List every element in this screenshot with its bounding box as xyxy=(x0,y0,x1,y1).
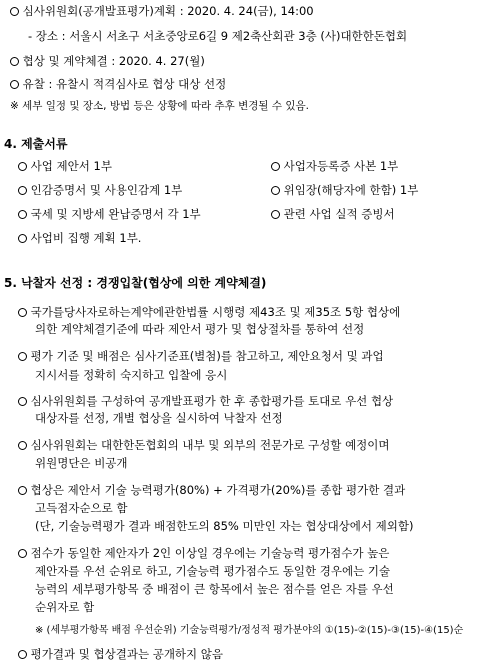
doc-item: 위임장(해당자에 한함) 1부 xyxy=(271,183,418,197)
doc-item: 사업자등록증 사본 1부 xyxy=(271,159,398,173)
circle-bullet-icon xyxy=(18,397,27,406)
failed-text: 유찰 : 유찰시 적격심사로 협상 대상 선정 xyxy=(22,77,227,91)
contract-text: 협상 및 계약체결 : 2020. 4. 27(월) xyxy=(22,54,205,68)
criteria-item: 협상은 제안서 기술 능력평가(80%) + 가격평가(20%)를 종합 평가한 결과 xyxy=(18,483,405,497)
criteria-line: 대상자를 선정, 개별 협상을 실시하여 낙찰자 선정 xyxy=(35,411,283,425)
doc-item: 국세 및 지방세 완납증명서 각 1부 xyxy=(18,207,201,221)
criteria-item: 국가를당사자로하는계약에관한법률 시행령 제43조 및 제35조 5항 협상에 xyxy=(18,305,400,319)
criteria-item: 심사위원회는 대한한돈협회의 내부 및 외부의 전문가로 구성할 예정이며 xyxy=(18,438,390,452)
criteria-line: 고득점자순으로 함 xyxy=(35,501,128,515)
circle-bullet-icon xyxy=(18,234,27,243)
criteria-line: (단, 기술능력평가 결과 배점한도의 85% 미만인 자는 협상대상에서 제외함) xyxy=(35,519,414,533)
criteria-line: 순위자로 함 xyxy=(35,600,95,614)
criteria-line: 의한 계약체결기준에 따라 제안서 평가 및 협상절차를 통하여 선정 xyxy=(35,322,365,336)
circle-bullet-icon xyxy=(18,441,27,450)
circle-bullet-icon xyxy=(271,210,280,219)
circle-bullet-icon xyxy=(18,352,27,361)
section4-title: 4. 제출서류 xyxy=(4,137,68,151)
criteria-item: 평가 기준 및 배점은 심사기준표(별첨)를 참고하고, 제안요청서 및 과업 xyxy=(18,349,384,363)
criteria-item: 심사위원회를 구성하여 공개발표평가 한 후 종합평가를 토대로 우선 협상 xyxy=(18,394,393,408)
schedule-note: ※ 세부 일정 및 장소, 방법 등은 상황에 따라 추후 변경될 수 있음. xyxy=(10,100,309,112)
circle-bullet-icon xyxy=(18,486,27,495)
circle-bullet-icon xyxy=(10,57,19,66)
circle-bullet-icon xyxy=(18,162,27,171)
criteria-line: 지시서를 정확히 숙지하고 입찰에 응시 xyxy=(35,368,228,382)
doc-item: 인감증명서 및 사용인감계 1부 xyxy=(18,183,182,197)
doc-item: 관련 사업 실적 증빙서 xyxy=(271,207,395,221)
criteria-line: 위원명단은 비공개 xyxy=(35,456,128,470)
failed-line xyxy=(10,77,226,91)
criteria-line: 제안자를 우선 순위로 하고, 기술능력 평가점수도 동일한 경우에는 기술 xyxy=(35,564,391,578)
doc-item: 사업비 집행 계획 1부. xyxy=(18,231,141,245)
circle-bullet-icon xyxy=(271,162,280,171)
criteria-line: 능력의 세부평가항목 중 배점이 큰 항목에서 높은 점수를 얻은 자를 우선 xyxy=(35,582,394,596)
circle-bullet-icon xyxy=(18,210,27,219)
criteria-item: 평가결과 및 협상결과는 공개하지 않음 xyxy=(18,647,223,661)
criteria-item: 점수가 동일한 제안자가 2인 이상일 경우에는 기술능력 평가점수가 높은 xyxy=(18,546,389,560)
circle-bullet-icon xyxy=(10,7,19,16)
circle-bullet-icon xyxy=(18,549,27,558)
priority-note: ※ (세부평가항목 배점 우선순위) 기술능력평가/정성적 평가분야의 ①(15)-②(15)-③(15)-④(15)순 xyxy=(35,625,464,636)
section5-title: 5. 낙찰자 선정 : 경쟁입찰(협상에 의한 계약체결) xyxy=(4,276,267,290)
committee-line xyxy=(10,4,314,18)
place-line: - 장소 : 서울시 서초구 서초중앙로6길 9 제2축산회관 3층 (사)대한한돈협회 xyxy=(28,29,408,43)
committee-text: 심사위원회(공개발표평가)계획 : 2020. 4. 24(금), 14:00 xyxy=(22,4,314,18)
circle-bullet-icon xyxy=(18,186,27,195)
doc-item: 사업 제안서 1부 xyxy=(18,159,112,173)
contract-line xyxy=(10,54,205,68)
circle-bullet-icon xyxy=(271,186,280,195)
circle-bullet-icon xyxy=(18,650,27,659)
circle-bullet-icon xyxy=(18,308,27,317)
circle-bullet-icon xyxy=(10,80,19,89)
